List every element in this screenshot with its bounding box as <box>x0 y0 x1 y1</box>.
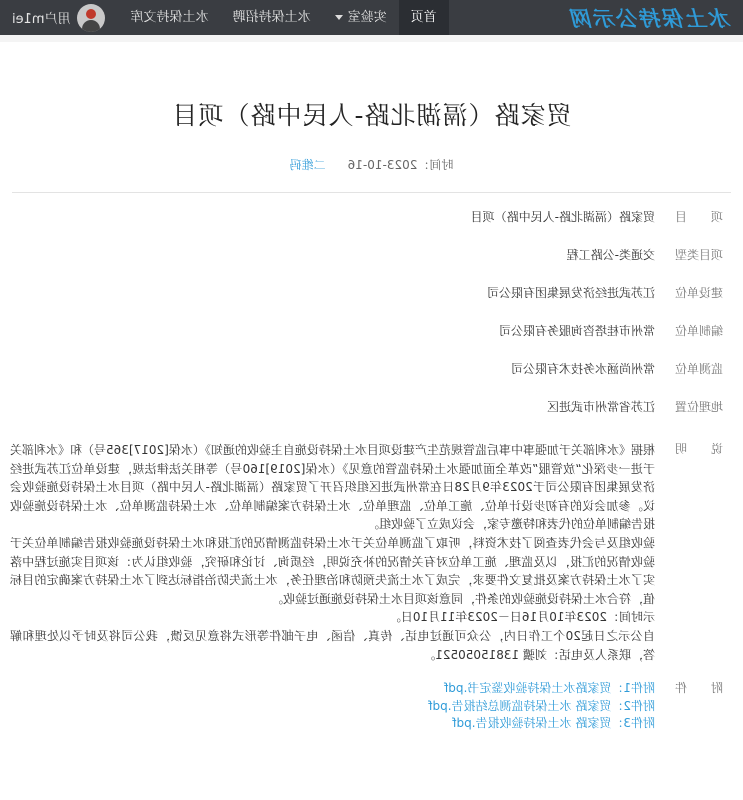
description-paragraph: 自公示之日起20个工作日内，公众可通过电话、传真、信函、电子邮件等形式将意见反馈，我公司将及时予以处理和解答，联系人及电话：刘骥 13815050521。 <box>10 628 655 662</box>
field-row-project <box>0 209 743 247</box>
field-row-monitor <box>0 361 743 399</box>
field-row-description <box>0 441 743 664</box>
article-meta <box>0 156 743 173</box>
field-value: 常州尚涵水务技术有限公司 <box>510 362 655 376</box>
nav-item-home[interactable]: 首页 <box>399 0 449 35</box>
field-label: 项目 <box>675 210 723 224</box>
field-value: 常州市桂塔咨询服务有限公司 <box>498 324 655 338</box>
attachment-link[interactable]: 附件1：贸家路水土保持验收鉴定书.pdf <box>444 681 655 696</box>
field-label: 项目类型 <box>674 248 723 262</box>
attachment-link[interactable]: 附件3：贸家路 水土保持验收报告.pdf <box>452 716 655 731</box>
field-label: 监测单位 <box>674 362 723 376</box>
top-navbar <box>0 0 743 35</box>
user-name: 用户m1ei <box>12 12 71 27</box>
description-paragraph: 示时间：2023年10月16日－2023年11月10日。 <box>388 610 655 625</box>
article-container <box>0 42 743 800</box>
user-menu[interactable] <box>12 4 105 32</box>
avatar <box>77 4 105 32</box>
nav-item-lab[interactable] <box>323 0 399 35</box>
avatar-head-shape <box>86 9 96 19</box>
field-value: 贸家路（滆湖北路-人民中路）项目 <box>470 210 655 224</box>
field-value: 江苏武进经济发展集团有限公司 <box>486 286 655 300</box>
site-logo[interactable]: 水土保持公示网 <box>570 6 731 31</box>
field-row-location <box>0 399 743 437</box>
field-label: 地理位置 <box>674 400 723 414</box>
field-label: 附件 <box>675 681 723 696</box>
publish-time: 时间：2023-10-16 <box>347 158 454 172</box>
field-row-attachments <box>0 680 743 733</box>
divider <box>12 192 731 193</box>
nav-item-jobs[interactable]: 水土保持招聘 <box>232 10 311 25</box>
attachment-link[interactable]: 附件2：贸家路 水土保持监测总结报告.pdf <box>428 698 655 713</box>
field-label: 说明 <box>675 442 723 456</box>
nav-item-lab-label: 实验室 <box>347 10 387 25</box>
field-row-compiler <box>0 323 743 361</box>
description-text <box>0 441 655 664</box>
avatar-body-shape <box>82 20 100 32</box>
description-paragraph: 验收组及与会代表查阅了技术资料，听取了监测单位关于水土保持监测情况的汇报和水土保持设施验收报告编制单位关于验收情况的汇报，以及监理、施工单位对有关情况的补充说明，经质询、讨论和研究，验收组认为：该项目实施过程中落实了水土保持方案及批复文件要求，完成了水土流失预防和治理任务，水土流失防治指标达到了水土保持方案确定的目标值，符合水土保持设施验收的条件，同意该项目水土保持设施通过验收。 <box>10 535 655 606</box>
field-row-builder <box>0 285 743 323</box>
field-value: 交通类-公路工程 <box>566 248 655 262</box>
chevron-down-icon <box>335 15 343 20</box>
field-label: 建设单位 <box>674 286 723 300</box>
attachment-list <box>0 680 655 733</box>
page-title: 贸家路（滆湖北路-人民中路）项目 <box>171 101 572 130</box>
field-label: 编制单位 <box>674 324 723 338</box>
field-value: 江苏省常州市武进区 <box>546 400 655 414</box>
description-paragraph: 根据《水利部关于加强事中事后监管规范生产建设项目水土保持设施自主验收的通知》（水保[2017]365号）和《水利部关于进一步深化“放管服”改革全面加强水土保持监管的意见》（水保[2019]160号）等相关法律法规，建设单位江苏武进经济发展集团有限公司于2023年9月28日在常州武进区组织召开了贸家路（滆湖北路-人民中路）项目水土保持设施验收会议。参加会议的有初步设计单位、施工单位、监理单位、水土保持方案编制单位、水土保持监测单位、水土保持设施验收报告编制单位的代表和特邀专家，会议成立了验收组。 <box>10 443 655 532</box>
qr-code-link[interactable]: 二维码 <box>289 158 326 172</box>
project-info <box>0 209 743 733</box>
field-row-type <box>0 247 743 285</box>
nav-item-library[interactable]: 水土保持文库 <box>130 10 209 25</box>
